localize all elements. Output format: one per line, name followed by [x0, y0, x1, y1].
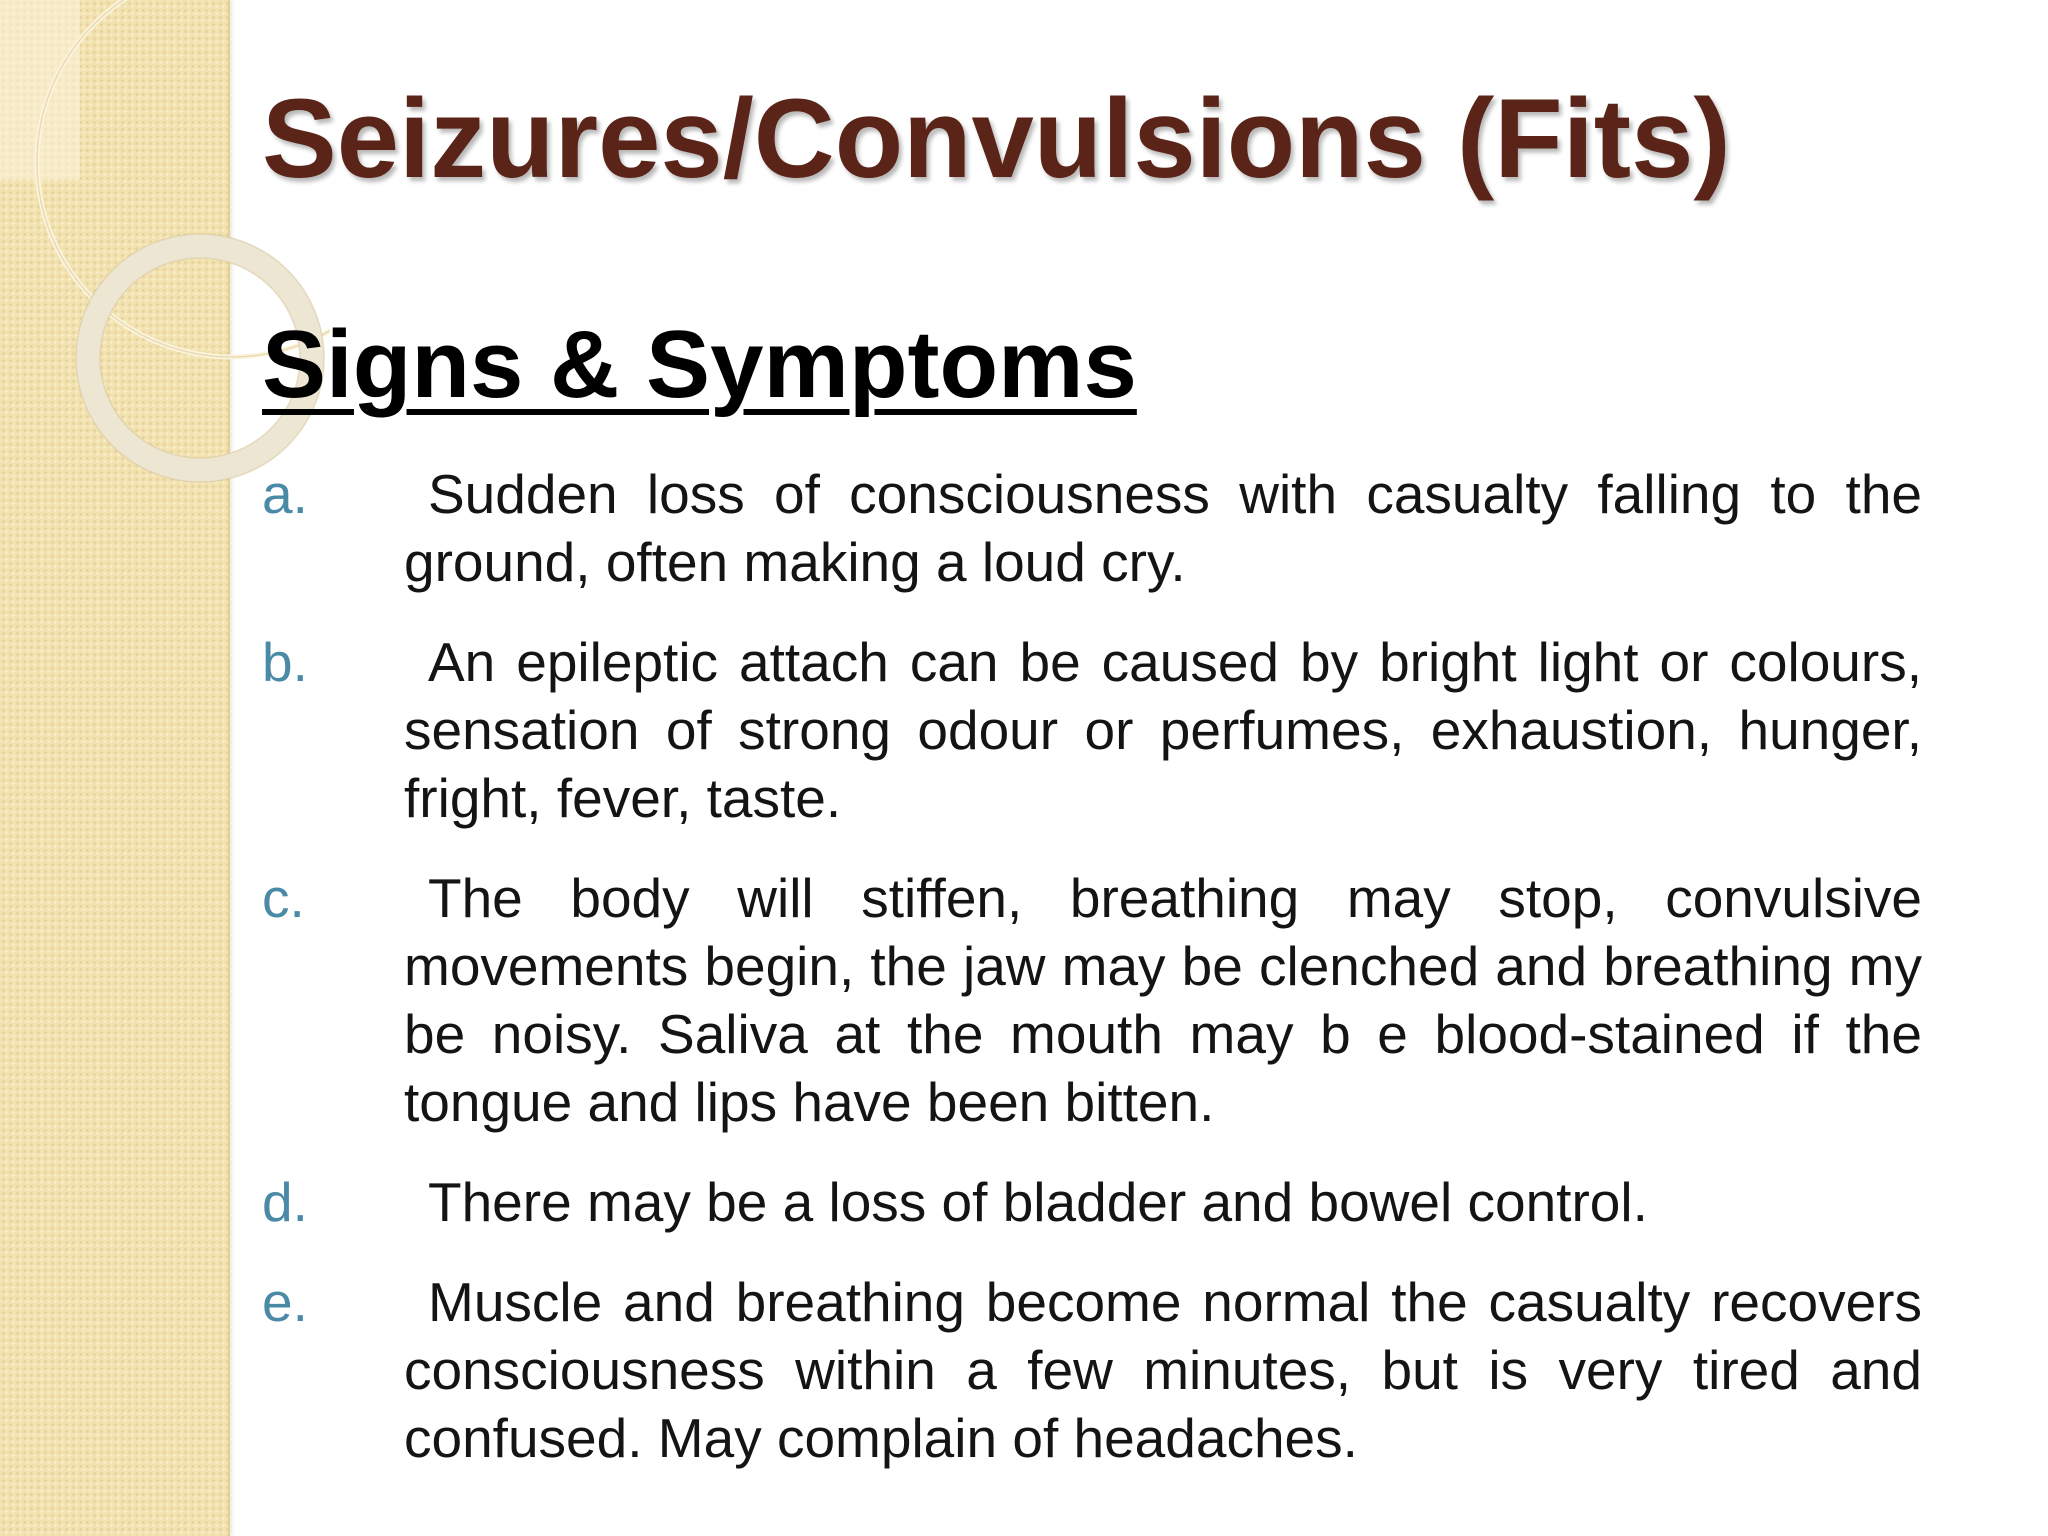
list-item-text: An epileptic attach can be caused by bright light or colours, sensation of strong odour or perfumes, exhaustion, hunger, fright, fever, taste. — [404, 631, 1922, 829]
list-item-text: Muscle and breathing become normal the casualty recovers consciousness within a few minutes, but is very tired and confused. May complain of headaches. — [404, 1271, 1922, 1469]
slide-subtitle: Signs & Symptoms — [262, 311, 1137, 418]
list-item-d — [262, 1168, 1922, 1236]
list-marker: a. — [262, 463, 308, 525]
list-item-text: There may be a loss of bladder and bowel control. — [428, 1171, 1648, 1233]
slide-title: Seizures/Convulsions (Fits) — [262, 76, 1731, 201]
list-marker: e. — [262, 1271, 308, 1333]
list-item-a — [262, 460, 1922, 596]
list-item-b — [262, 628, 1922, 832]
list-marker: b. — [262, 631, 308, 693]
list-item-c — [262, 864, 1922, 1136]
list-item-text: Sudden loss of consciousness with casualty falling to the ground, often making a loud cry. — [404, 463, 1922, 593]
list-item-e — [262, 1268, 1922, 1472]
list-marker: c. — [262, 867, 305, 929]
list-marker: d. — [262, 1171, 308, 1233]
symptoms-list — [262, 460, 1922, 1504]
list-item-text: The body will stiffen, breathing may stop, convulsive movements begin, the jaw may be clenched and breathing my be noisy. Saliva at the mouth may b e blood-stained if the tongue and lips have been bitten. — [404, 867, 1922, 1133]
decorative-side-band — [0, 0, 230, 1536]
